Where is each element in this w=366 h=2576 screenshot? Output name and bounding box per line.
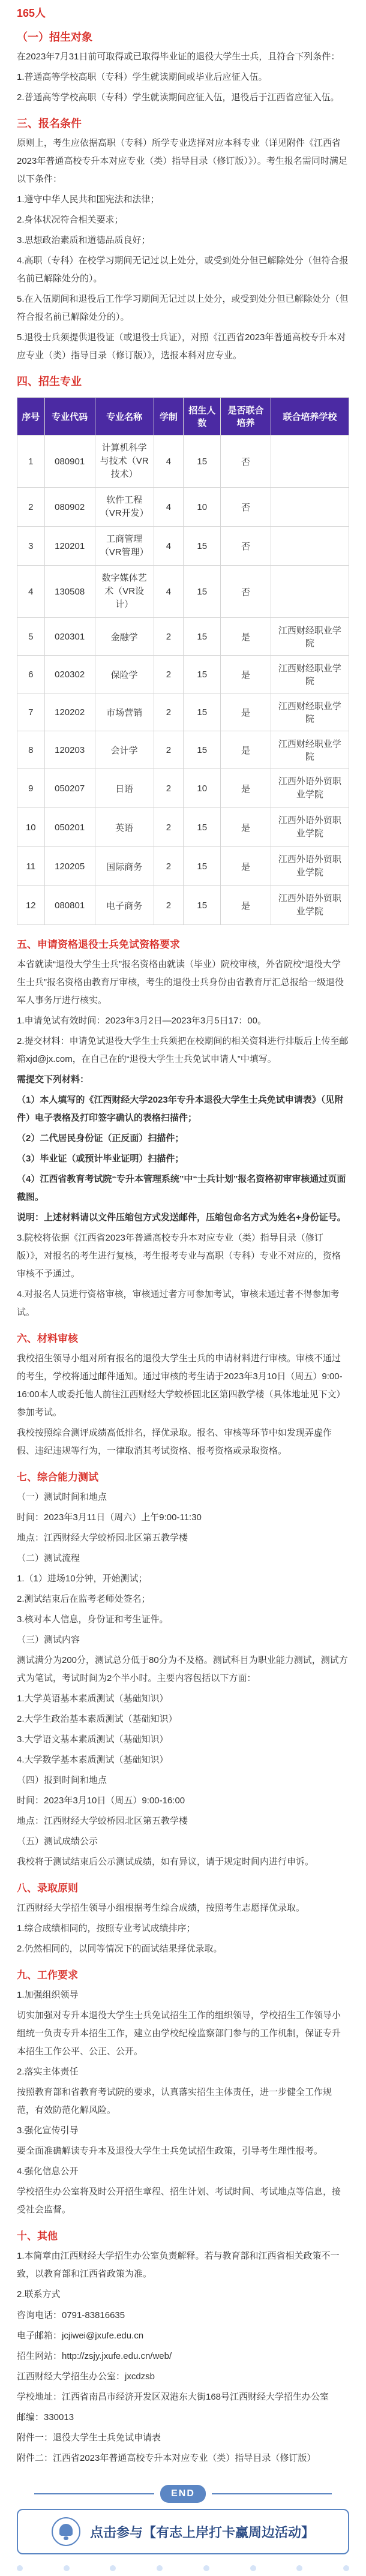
section-2-list-2: 2.身体状况符合相关要求； [17,215,124,225]
section-9-para-1: 1.加强组织领导 [17,1990,79,2000]
end-badge: END [160,2485,206,2503]
cell-school [271,436,349,488]
cell-code: 120203 [44,731,95,769]
cell-code: 120205 [44,847,95,886]
table-header-joint: 是否联合培养 [221,398,271,436]
dot [110,2565,116,2571]
cell-name: 英语 [95,808,154,847]
cell-no: 1 [17,436,45,488]
cell-school: 江西外语外贸职业学院 [271,886,349,925]
cell-no: 2 [17,488,45,527]
section-6-para-2: 我校按照综合测评成绩高低排名，择优录取。报名、审核等环节中如发现弄虚作假、违纪违规等行为，一律取消其考试资格、报考资格或录取资格。 [17,1428,332,1456]
end-line-left [34,2493,154,2494]
section-7-flow-1: 1.（1）进场10分钟，开始测试； [17,1574,148,1584]
cell-joint: 是 [221,618,271,656]
cell-count: 15 [184,527,221,566]
table-row [17,693,349,731]
cell-code: 080902 [44,488,95,527]
cell-school: 江西财经职业学院 [271,731,349,769]
section-2-list-1: 1.遵守中华人民共和国宪法和法律； [17,194,160,205]
cell-code: 080901 [44,436,95,488]
dot [343,2565,349,2571]
cell-years: 2 [154,656,184,693]
cell-school [271,566,349,618]
cell-code: 020302 [44,656,95,693]
cell-no: 8 [17,731,45,769]
cell-count: 15 [184,808,221,847]
section-9-para-8: 学校招生办公室将及时公开招生章程、招生计划、考试时间、考试地点等信息，接受社会监督。 [17,2187,341,2215]
table-header-count: 招生人数 [184,398,221,436]
section-1-title: （一）招生对象 [17,31,92,43]
section-2-title: 三、报名条件 [17,118,82,130]
section-7-sub-2: （二）测试流程 [17,1553,80,1563]
cell-name: 会计学 [95,731,154,769]
section-7-content-4: 3.大学语文基本素质测试（基础知识） [17,1734,169,1745]
cell-years: 4 [154,488,184,527]
cell-joint: 是 [221,656,271,693]
cell-count: 10 [184,488,221,527]
cell-years: 4 [154,436,184,488]
cell-count: 15 [184,436,221,488]
dot [157,2565,163,2571]
section-7-sub-5: （五）测试成绩公示 [17,1836,98,1847]
section-9-para-3: 2.落实主体责任 [17,2067,79,2077]
top-count: 165人 [17,7,46,19]
section-9-para-2: 切实加强对专升本退役大学生士兵免试招生工作的组织领导，学校招生工作领导小组统一负责专升本招生工作，建立由学校纪检监察部门参与的工作机制，保证专升本招生工作公平、公正、公开。 [17,2010,341,2056]
section-5-material-2: （2）二代居民身份证（正反面）扫描件； [17,1133,184,1143]
table-row [17,656,349,693]
cell-years: 4 [154,527,184,566]
contact-postcode: 邮编：330013 [17,2412,74,2422]
contact-wx: 江西财经大学招生办公室：jxcdzsb [17,2371,155,2382]
dot [296,2565,302,2571]
table-header-school: 联合培养学校 [271,398,349,436]
cta-banner[interactable] [17,2509,349,2554]
end-line-right [212,2493,332,2494]
section-8-title: 八、录取原则 [17,1883,78,1894]
section-4-title: 四、招生专业 [17,376,82,388]
cell-school: 江西外语外贸职业学院 [271,847,349,886]
cell-name: 国际商务 [95,847,154,886]
section-7-sub-4: （四）报到时间和地点 [17,1775,107,1785]
cell-name: 软件工程（VR开发） [95,488,154,527]
decorative-dots [17,2560,349,2576]
section-1-para-2: 1.普通高等学校高职（专科）学生就读期间或毕业后应征入伍。 [17,72,268,82]
cell-years: 2 [154,693,184,731]
cell-years: 2 [154,847,184,886]
section-2-list-6: 5.退役士兵须提供退役证（或退役士兵证），对照《江西省2023年普通高校专升本对应专业（类）指导目录（修订版）》，选报本科对应专业。 [17,332,346,361]
section-2-list-3: 3.思想政治素质和道德品质良好； [17,235,151,245]
cell-name: 工商管理（VR管理） [95,527,154,566]
section-8-para-1: 江西财经大学招生领导小组根据考生综合成绩，按照考生志愿择优录取。 [17,1903,305,1913]
section-8-para-3: 2.仍然相同的，以同等情况下的面试结果择优录取。 [17,1944,223,1954]
table-row [17,847,349,886]
table-header-code: 专业代码 [44,398,95,436]
article-page [0,5,366,2540]
section-5-material-3: （3）毕业证（或预计毕业证明）扫描件； [17,1154,184,1164]
bell-icon [52,2517,80,2546]
cell-no: 12 [17,886,45,925]
table-row [17,488,349,527]
table-row [17,566,349,618]
cell-school: 江西外语外贸职业学院 [271,769,349,808]
cell-joint: 是 [221,693,271,731]
contact-tel: 咨询电话：0791-83816635 [17,2310,125,2320]
table-header-years: 学制 [154,398,184,436]
cell-no: 11 [17,847,45,886]
cell-name: 电子商务 [95,886,154,925]
contact-address: 学校地址：江西省南昌市经济开发区双港东大街168号江西财经大学招生办公室 [17,2392,329,2402]
table-row [17,886,349,925]
section-2-para-1: 原则上，考生应依据高职（专科）所学专业选择对应本科专业（详见附件《江西省2023年普通高校专升本对应专业（类）指导目录（修订版）》）。考生报名需同时满足以下条件： [17,138,347,184]
end-divider [17,2485,349,2503]
cell-no: 5 [17,618,45,656]
cell-count: 15 [184,693,221,731]
table-header-no: 序号 [17,398,45,436]
table-row [17,769,349,808]
table-row [17,436,349,488]
cell-no: 6 [17,656,45,693]
section-7-content-1: 测试满分为200分，测试总分低于80分为不及格。测试科目为职业能力测试，测试方式为笔试，考试时间为2个半小时。主要内容包括以下方面： [17,1655,348,1683]
cell-count: 15 [184,886,221,925]
cell-code: 080801 [44,886,95,925]
cell-school [271,488,349,527]
section-8-para-2: 1.综合成绩相同的，按照专业考试成绩排序； [17,1923,196,1933]
section-6-title: 六、材料审核 [17,1333,78,1344]
section-7-report-time: 时间：2023年3月10日（周五）9:00-16:00 [17,1796,185,1806]
cell-no: 7 [17,693,45,731]
contact-site: 招生网站：http://zsjy.jxufe.edu.cn/web/ [17,2351,172,2361]
section-5-p4: 4.对报名人员进行资格审核，审核通过者方可参加考试，审核未通过者不得参加考试。 [17,1289,340,1317]
section-2-list-5: 5.在入伍期间和退役后工作学习期间无记过以上处分，或受到处分但已解除处分（但符合报名前已解除处分的）。 [17,294,349,322]
cta-text: 点击参与【有志上岸打卡赢周边活动】 [89,2524,314,2540]
section-9-para-4: 按照教育部和省教育考试院的要求，认真落实招生主体责任，进一步健全工作规范，有效防范化解风险。 [17,2087,332,2115]
cell-code: 120202 [44,693,95,731]
cell-code: 020301 [44,618,95,656]
cell-school: 江西财经职业学院 [271,693,349,731]
cell-joint: 是 [221,886,271,925]
cell-no: 4 [17,566,45,618]
section-7-flow-2: 2.测试结束后在监考老师处签名； [17,1594,151,1604]
cell-name: 保险学 [95,656,154,693]
cell-years: 2 [154,618,184,656]
dot [17,2565,23,2571]
section-7-time-1: 时间：2023年3月11日（周六）上午9:00-11:30 [17,1512,202,1523]
cell-name: 数字媒体艺术（VR设计） [95,566,154,618]
cell-joint: 否 [221,566,271,618]
cell-joint: 否 [221,527,271,566]
cell-count: 15 [184,566,221,618]
section-10-para-1: 1.本简章由江西财经大学招生办公室负责解释。若与教育部和江西省相关政策不一致，以教育部和江西省政策为准。 [17,2251,340,2279]
section-9-title: 九、工作要求 [17,1969,78,1981]
section-7-report-place: 地点：江西财经大学蛟桥园北区第五教学楼 [17,1816,188,1826]
contact-email: 电子邮箱：jcjiwei@jxufe.edu.cn [17,2331,144,2341]
cell-school [271,527,349,566]
section-5-material-4: （4）江西省教育考试院“专升本管理系统”中“士兵计划”报名资格初审审核通过页面截图。 [17,1174,346,1202]
cell-count: 10 [184,769,221,808]
section-7-content-3: 2.大学生政治基本素质测试（基础知识） [17,1714,178,1724]
section-2-list-4: 4.高职（专科）在校学习期间无记过以上处分，或受到处分但已解除处分（但符合报名前已解除处分的）。 [17,256,349,284]
section-5-material-1: （1）本人填写的《江西财经大学2023年专升本退役大学生士兵免试申请表》（见附件）电子表格及打印签字确认的表格扫描件； [17,1095,344,1123]
dot [250,2565,256,2571]
cell-code: 130508 [44,566,95,618]
section-7-place-1: 地点：江西财经大学蛟桥园北区第五教学楼 [17,1533,188,1543]
section-10-para-2: 2.联系方式 [17,2289,61,2299]
cell-name: 市场营销 [95,693,154,731]
section-7-content-2: 1.大学英语基本素质测试（基础知识） [17,1694,169,1704]
cell-joint: 是 [221,769,271,808]
cell-school: 江西外语外贸职业学院 [271,808,349,847]
cell-school: 江西财经职业学院 [271,656,349,693]
section-9-para-7: 4.强化信息公开 [17,2166,79,2176]
cell-count: 15 [184,618,221,656]
section-7-sub-3: （三）测试内容 [17,1635,80,1645]
table-row [17,808,349,847]
majors-table [17,397,349,925]
table-row [17,527,349,566]
dot [64,2565,70,2571]
cell-years: 4 [154,566,184,618]
cell-no: 9 [17,769,45,808]
cell-years: 2 [154,731,184,769]
cell-joint: 是 [221,808,271,847]
section-7-score: 我校将于测试结束后公示测试成绩，如有异议，请于规定时间内进行申诉。 [17,1857,314,1867]
cell-name: 计算机科学与技术（VR技术） [95,436,154,488]
cell-joint: 是 [221,847,271,886]
section-9-para-6: 要全面准确解读专升本及退役大学生士兵免试招生政策，引导考生理性报考。 [17,2146,323,2156]
section-10-title: 十、其他 [17,2230,58,2242]
section-5-para-2: 1.申请免试有效时间：2023年3月2日—2023年3月5日17：00。 [17,1016,266,1026]
cell-count: 15 [184,656,221,693]
section-6-para-1: 我校招生领导小组对所有报名的退役大学生士兵的申请材料进行审核。审核不通过的考生，学校将通过邮件通知。通过审核的考生请于2023年3月10日（周五）9:00-16:00本人或委托他人前往江西财经大学蛟桥园北区第四教学楼（具体地址见下文）参加考试。 [17,1353,346,1418]
cell-no: 10 [17,808,45,847]
section-7-content-5: 4.大学数学基本素质测试（基础知识） [17,1755,169,1765]
section-7-title: 七、综合能力测试 [17,1472,98,1483]
section-5-title: 五、申请资格退役士兵免试资格要求 [17,939,180,950]
cell-school: 江西财经职业学院 [271,618,349,656]
cell-count: 15 [184,847,221,886]
cell-years: 2 [154,769,184,808]
section-5-para-3: 2.提交材料：申请免试退役大学生士兵须把在校期间的相关资料进行排版后上传至邮箱xjd@jx.com，在自己在的“退役大学生士兵免试申请人”中填写。 [17,1036,349,1064]
cell-code: 120201 [44,527,95,566]
section-1-para-3: 2.普通高等学校高职（专科）学生就读期间应征入伍，退役后于江西省应征入伍。 [17,92,340,103]
cell-name: 金融学 [95,618,154,656]
cell-count: 15 [184,731,221,769]
cell-name: 日语 [95,769,154,808]
section-7-flow-3: 3.核对本人信息，身份证和考生证件。 [17,1614,169,1625]
section-5-p3: 3.院校将依据《江西省2023年普通高校专升本对应专业（类）指导目录（修订版）》，对报名的考生进行复核，考生报考专业与高职（专科）专业不对应的，资格审核不予通过。 [17,1233,341,1279]
section-9-para-5: 3.强化宣传引导 [17,2125,79,2136]
attachment-1: 附件一：退役大学生士兵免试申请表 [17,2433,161,2443]
attachment-2: 附件二：江西省2023年普通高校专升本对应专业（类）指导目录（修订版） [17,2453,316,2463]
section-7-sub-1: （一）测试时间和地点 [17,1492,107,1502]
cell-years: 2 [154,886,184,925]
cell-joint: 是 [221,731,271,769]
section-1-para-1: 在2023年7月31日前可取得或已取得毕业证的退役大学生士兵，且符合下列条件： [17,52,340,62]
section-5-note: 说明：上述材料请以文件压缩包方式发送邮件，压缩包命名方式为姓名+身份证号。 [17,1212,346,1223]
cell-years: 2 [154,808,184,847]
cell-joint: 否 [221,436,271,488]
cell-no: 3 [17,527,45,566]
table-header-name: 专业名称 [95,398,154,436]
dot [203,2565,209,2571]
table-row [17,731,349,769]
cell-joint: 否 [221,488,271,527]
cell-code: 050201 [44,808,95,847]
section-5-materials-title: 需提交下列材料： [17,1074,89,1085]
table-row [17,618,349,656]
section-5-para-1: 本省就读“退役大学生士兵”报名资格由就读（毕业）院校审核，外省院校“退役大学生士兵”报名资格由教育厅审核，考生的退役士兵身份由省教育厅汇总报给一级退役军人事务厅进行核实。 [17,959,344,1005]
cell-code: 050207 [44,769,95,808]
